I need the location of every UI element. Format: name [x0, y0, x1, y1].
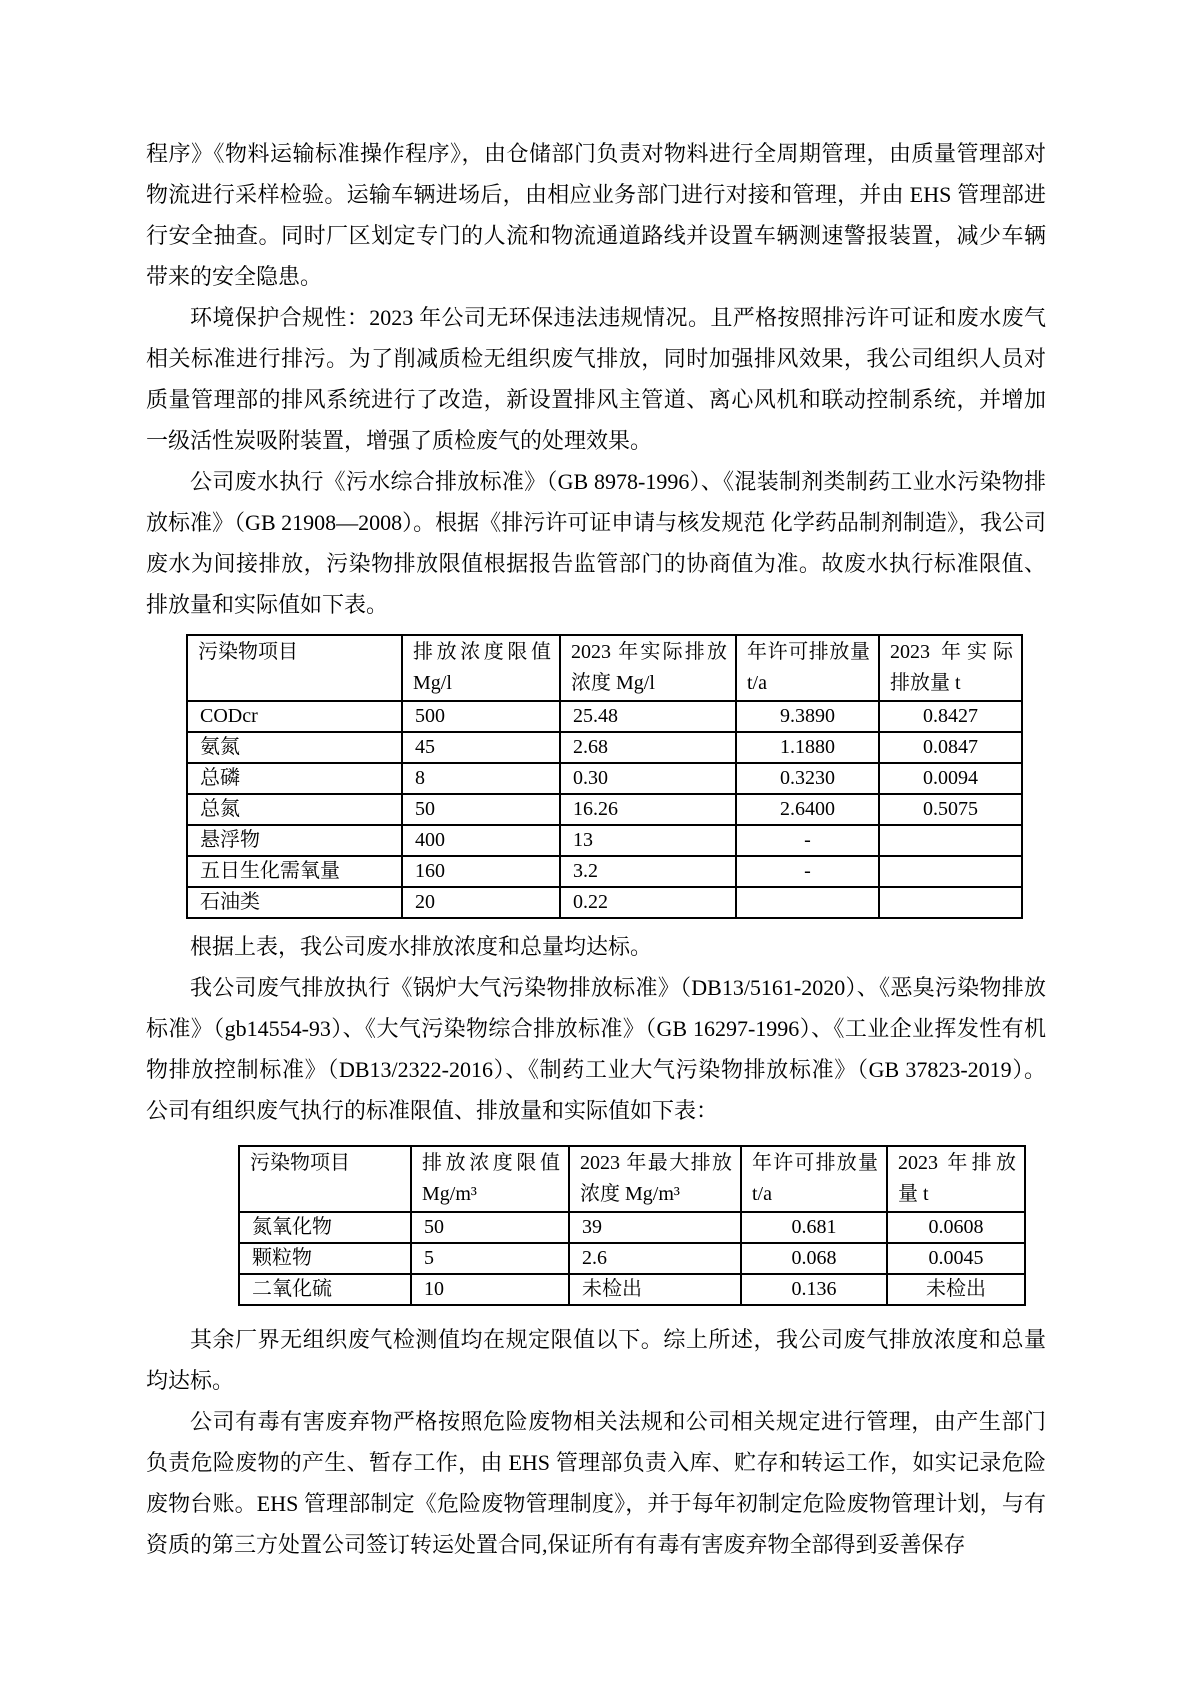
column-header: 污染物项目 — [187, 635, 402, 701]
table-cell: 悬浮物 — [187, 825, 402, 856]
table-cell: 0.0608 — [887, 1212, 1025, 1243]
table-cell: 9.3890 — [736, 701, 879, 732]
table-cell: 0.5075 — [879, 794, 1022, 825]
table-row — [187, 794, 1022, 825]
table-cell: 25.48 — [560, 701, 736, 732]
table-row — [187, 887, 1022, 918]
table-row — [187, 732, 1022, 763]
table-cell: 石油类 — [187, 887, 402, 918]
table-cell: 3.2 — [560, 856, 736, 887]
table-cell: 160 — [402, 856, 560, 887]
table-cell: 39 — [569, 1212, 741, 1243]
paragraph-wastewater-conclusion: 根据上表，我公司废水排放浓度和总量均达标。 — [190, 934, 653, 959]
column-header: 年许可排放量 t/a — [741, 1146, 887, 1212]
table-cell: 10 — [411, 1274, 569, 1305]
table-cell: 0.22 — [560, 887, 736, 918]
table-cell: 13 — [560, 825, 736, 856]
table-row — [187, 763, 1022, 794]
column-header: 排放浓度限值 Mg/l — [402, 635, 560, 701]
column-header: 2023 年实际排放浓度 Mg/l — [560, 635, 736, 701]
table-cell: 氮氧化物 — [239, 1212, 411, 1243]
table-cell: 50 — [402, 794, 560, 825]
column-header: 污染物项目 — [239, 1146, 411, 1212]
column-header: 2023 年排放量 t — [887, 1146, 1025, 1212]
table-cell: 2.68 — [560, 732, 736, 763]
table-cell: 2.6 — [569, 1243, 741, 1274]
table-cell: - — [736, 856, 879, 887]
table-cell: 未检出 — [887, 1274, 1025, 1305]
column-header: 排放浓度限值 Mg/m³ — [411, 1146, 569, 1212]
table-cell: 400 — [402, 825, 560, 856]
table-cell: 0.068 — [741, 1243, 887, 1274]
table-cell: 颗粒物 — [239, 1243, 411, 1274]
table-cell: 0.0045 — [887, 1243, 1025, 1274]
paragraph-exhaust-standards: 我公司废气排放执行《锅炉大气污染物排放标准》（DB13/5161-2020）、《恶臭污染物排放标准》（gb14554-93）、《大气污染物综合排放标准》（GB 16297-1996）、《工业企业挥发性有机物排放控制标准》（DB13/2322-2016）、《制药工业大气污染物排放标准》（GB 37823-2019）。公司有组织废气执行的标准限值、排放量和实际值如下表： — [146, 975, 1046, 1123]
table-cell — [879, 887, 1022, 918]
table-cell: 二氧化硫 — [239, 1274, 411, 1305]
table-cell: 45 — [402, 732, 560, 763]
column-header: 2023 年实际排放量 t — [879, 635, 1022, 701]
column-header: 年许可排放量 t/a — [736, 635, 879, 701]
table-cell: 0.0847 — [879, 732, 1022, 763]
table-cell: 总磷 — [187, 763, 402, 794]
paragraph-environmental-compliance: 环境保护合规性：2023 年公司无环保违法违规情况。且严格按照排污许可证和废水废气相关标准进行排污。为了削减质检无组织废气排放，同时加强排风效果，我公司组织人员对质量管理部的排风系统进行了改造，新设置排风主管道、离心风机和联动控制系统，并增加一级活性炭吸附装置，增强了质检废气的处理效果。 — [146, 305, 1046, 453]
table-row — [187, 825, 1022, 856]
paragraph-material-transport: 程序》《物料运输标准操作程序》，由仓储部门负责对物料进行全周期管理，由质量管理部对物流进行采样检验。运输车辆进场后，由相应业务部门进行对接和管理，并由 EHS 管理部进行安全抽查。同时厂区划定专门的人流和物流通道路线并设置车辆测速警报装置，减少车辆带来的安全隐患。 — [146, 141, 1046, 289]
table-cell — [879, 856, 1022, 887]
exhaust-emission-table — [238, 1145, 1026, 1306]
table-cell: 16.26 — [560, 794, 736, 825]
table-cell: 0.3230 — [736, 763, 879, 794]
table-cell: CODcr — [187, 701, 402, 732]
table-cell: 5 — [411, 1243, 569, 1274]
table-row — [187, 701, 1022, 732]
wastewater-emission-table — [186, 634, 1023, 919]
table-cell: 五日生化需氧量 — [187, 856, 402, 887]
table-cell: 0.136 — [741, 1274, 887, 1305]
table-header-row — [239, 1146, 1025, 1212]
table-row — [239, 1274, 1025, 1305]
table-cell — [736, 887, 879, 918]
table-cell: 氨氮 — [187, 732, 402, 763]
paragraph-hazardous-waste: 公司有毒有害废弃物严格按照危险废物相关法规和公司相关规定进行管理，由产生部门负责危险废物的产生、暂存工作，由 EHS 管理部负责入库、贮存和转运工作，如实记录危险废物台账。EHS 管理部制定《危险废物管理制度》，并于每年初制定危险废物管理计划，与有资质的第三方处置公司签订转运处置合同,保证所有有毒有害废弃物全部得到妥善保存 — [146, 1409, 1046, 1557]
paragraph-exhaust-conclusion: 其余厂界无组织废气检测值均在规定限值以下。综上所述，我公司废气排放浓度和总量均达标。 — [146, 1327, 1046, 1393]
table-row — [187, 856, 1022, 887]
table-cell: 20 — [402, 887, 560, 918]
table-cell: 1.1880 — [736, 732, 879, 763]
table-cell: 0.8427 — [879, 701, 1022, 732]
table-row — [239, 1243, 1025, 1274]
table-cell — [879, 825, 1022, 856]
table-cell: 0.30 — [560, 763, 736, 794]
table-cell: 0.681 — [741, 1212, 887, 1243]
table-cell: 未检出 — [569, 1274, 741, 1305]
table-cell: 2.6400 — [736, 794, 879, 825]
paragraph-wastewater-standards: 公司废水执行《污水综合排放标准》（GB 8978-1996）、《混装制剂类制药工业水污染物排放标准》（GB 21908—2008）。根据《排污许可证申请与核发规范 化学药品制剂制造》，我公司废水为间接排放，污染物排放限值根据报告监管部门的协商值为准。故废水执行标准限值、排放量和实际值如下表。 — [146, 469, 1046, 617]
table-cell: - — [736, 825, 879, 856]
table-cell: 500 — [402, 701, 560, 732]
table-cell: 0.0094 — [879, 763, 1022, 794]
table-cell: 8 — [402, 763, 560, 794]
table-cell: 50 — [411, 1212, 569, 1243]
table-row — [239, 1212, 1025, 1243]
table-cell: 总氮 — [187, 794, 402, 825]
table-header-row — [187, 635, 1022, 701]
column-header: 2023 年最大排放浓度 Mg/m³ — [569, 1146, 741, 1212]
